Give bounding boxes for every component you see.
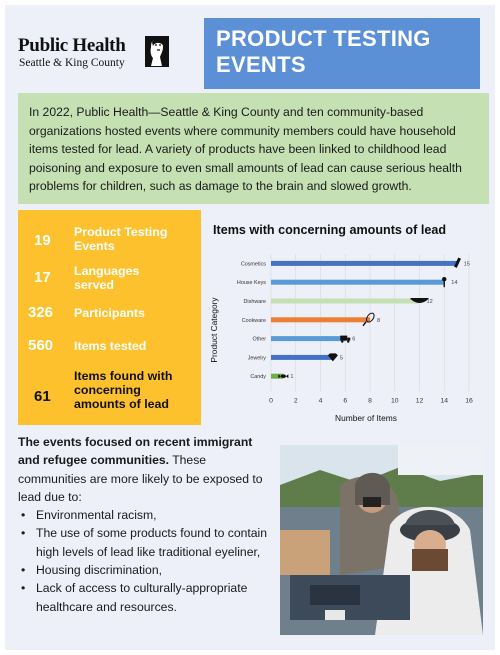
stat-label-line: Items found with (74, 369, 173, 383)
stat-label-line: Participants (74, 306, 145, 320)
communities-intro-rest: These communities are more likely to be exposed to lead due to: (18, 453, 263, 504)
communities-section (18, 433, 268, 616)
stats-panel (18, 210, 201, 425)
stat-label (74, 306, 145, 320)
stat-label (74, 369, 172, 411)
category-label: Other (252, 336, 266, 343)
data-label: 1 (290, 374, 294, 381)
stat-label-line: served (74, 278, 114, 292)
bar-house-keys (271, 280, 444, 285)
category-label: Cosmetics (240, 261, 266, 268)
exposure-reasons-list (18, 506, 268, 616)
category-label: Dishware (243, 299, 266, 305)
communities-intro-bold: The events focused on recent immigrant and refugee communities. (18, 435, 253, 468)
x-tick-label: 8 (368, 397, 372, 405)
x-axis-label: Number of Items (335, 413, 397, 423)
stat-value: 17 (34, 269, 51, 286)
logo-portrait-icon (145, 36, 169, 67)
stat-label-line: amounts of lead (74, 397, 170, 411)
stat-label-line: concerning (74, 383, 141, 397)
bar-jewelry (271, 355, 333, 360)
stat-label-line: Product Testing (74, 225, 168, 239)
stat-label (74, 339, 146, 353)
bar-chart (208, 215, 491, 427)
stat-label (74, 264, 139, 292)
x-tick-label: 10 (390, 397, 399, 405)
x-tick-label: 4 (318, 397, 323, 405)
intro-paragraph: In 2022, Public Health—Seattle & King County and ten community-based organizations hosted events where community members could have household items tested for lead. A variety of products have been linked to childhood lead poisoning and exposure to even small amounts of lead can cause serious health problems for children, such as damage to the brain and slowed growth. (18, 93, 489, 204)
title-banner (204, 18, 480, 89)
stat-label-line: Events (74, 239, 115, 253)
testing-event-photo (280, 445, 483, 635)
data-label: 5 (339, 355, 343, 362)
x-tick-label: 6 (343, 397, 348, 405)
stat-label-line: Languages (74, 264, 140, 278)
x-tick-label: 0 (269, 397, 273, 405)
page (5, 5, 495, 650)
x-tick-label: 2 (293, 397, 298, 405)
category-label: Cookware (241, 317, 266, 324)
stat-value: 19 (34, 232, 51, 249)
list-item: • Lack of access to culturally-appropriate healthcare and resources. (18, 579, 268, 616)
data-label: 6 (352, 336, 356, 343)
bar-dishware (271, 299, 420, 304)
chart-title: Items with concerning amounts of lead (213, 223, 447, 237)
page-title-line-1: PRODUCT TESTING (216, 26, 431, 51)
list-item: • The use of some products found to contain high levels of lead like traditional eyeliner, (18, 524, 268, 561)
stat-value: 61 (34, 388, 51, 405)
logo-subtitle: Seattle & King County (19, 57, 125, 69)
public-health-logo (18, 35, 170, 75)
list-item: • Environmental racism, (18, 506, 268, 524)
y-axis-label: Product Category (209, 297, 219, 363)
category-label: House Keys (236, 280, 266, 287)
bar-cosmetics (271, 261, 457, 266)
communities-intro (18, 433, 268, 506)
logo-name: Public Health (18, 35, 126, 56)
stat-value: 560 (28, 337, 54, 354)
bar-cookware (271, 317, 370, 322)
lead-items-chart (208, 215, 491, 427)
data-label: 12 (426, 299, 433, 305)
data-label: 8 (377, 317, 381, 324)
list-item: • Housing discrimination, (18, 561, 268, 579)
x-tick-label: 12 (415, 397, 424, 405)
page-title-line-2: EVENTS (216, 52, 306, 77)
x-tick-label: 16 (465, 397, 473, 405)
x-tick-label: 14 (440, 397, 449, 405)
data-label: 15 (463, 261, 470, 268)
category-label: Jewelry (247, 355, 266, 362)
stat-value: 326 (28, 304, 54, 321)
stat-label-line: Items tested (74, 339, 147, 353)
stat-label (74, 225, 167, 253)
category-label: Candy (250, 374, 266, 381)
bar-other (271, 336, 345, 341)
data-label: 14 (451, 280, 458, 287)
